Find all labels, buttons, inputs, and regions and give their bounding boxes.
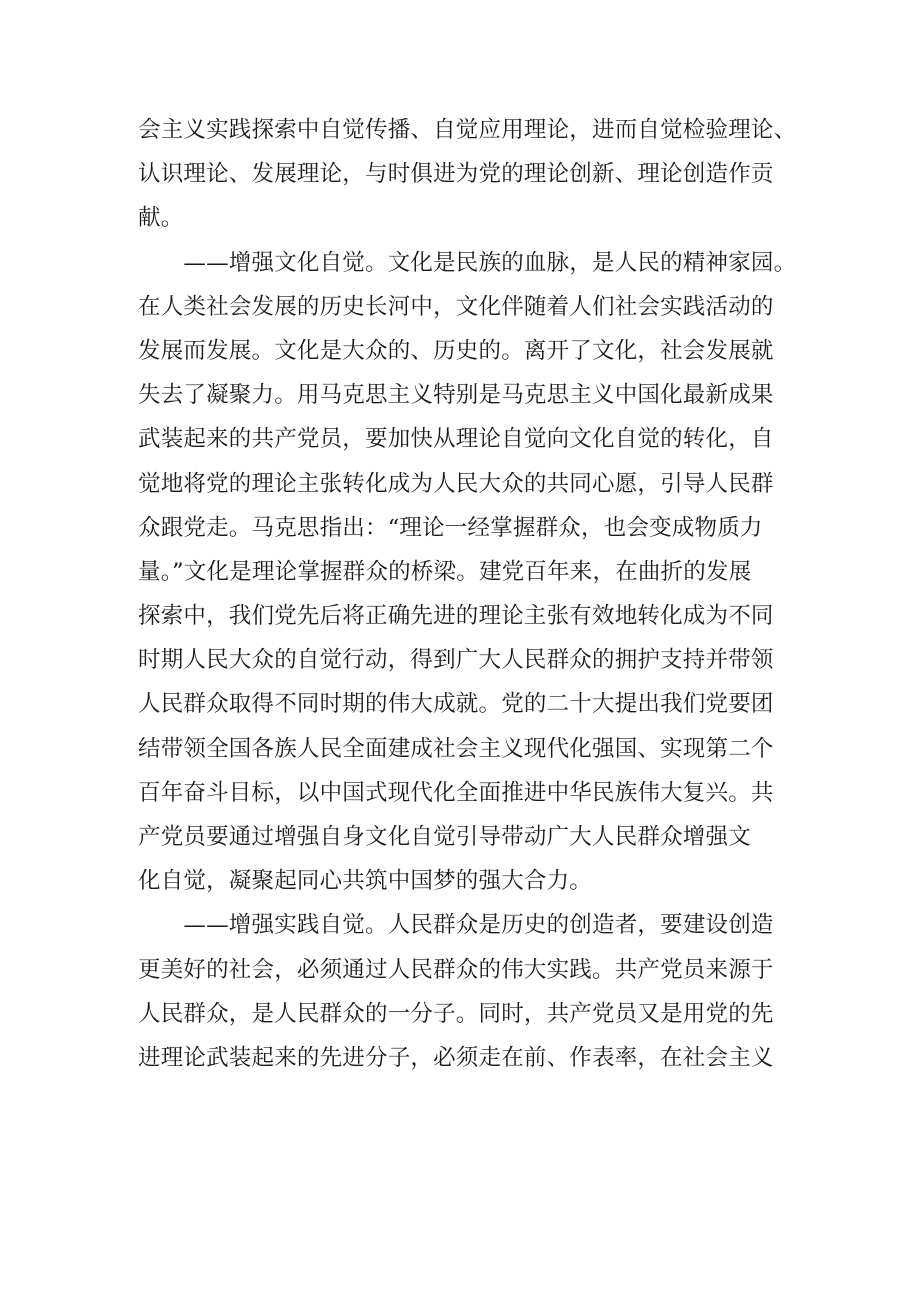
text-line: 武装起来的共产党员，要加快从理论自觉向文化自觉的转化，自 <box>138 426 774 453</box>
text-line: 觉地将党的理论主张转化成为人民大众的共同心愿，引导人民群 <box>138 470 774 497</box>
text-line: 献。 <box>138 205 184 232</box>
text-line: 探索中，我们党先后将正确先进的理论主张有效地转化成为不同 <box>138 603 774 630</box>
text-line: 结带领全国各族人民全面建成社会主义现代化强国、实现第二个 <box>138 735 774 762</box>
text-line: ——增强实践自觉。人民群众是历史的创造者，要建设创造 <box>138 912 774 939</box>
text-line: ——增强文化自觉。文化是民族的血脉，是人民的精神家园。 <box>138 249 797 276</box>
text-line: 众跟党走。马克思指出：“理论一经掌握群众，也会变成物质力 <box>138 514 763 541</box>
text-line: 时期人民大众的自觉行动，得到广大人民群众的拥护支持并带领 <box>138 647 774 674</box>
text-line: 人民群众取得不同时期的伟大成就。党的二十大提出我们党要团 <box>138 691 774 718</box>
text-line: 百年奋斗目标，以中国式现代化全面推进中华民族伟大复兴。共 <box>138 779 774 806</box>
body-text <box>138 108 798 1080</box>
text-line: 发展而发展。文化是大众的、历史的。离开了文化，社会发展就 <box>138 337 774 364</box>
text-line: 会主义实践探索中自觉传播、自觉应用理论，进而自觉检验理论、 <box>138 117 797 143</box>
text-line: 人民群众，是人民群众的一分子。同时，共产党员又是用党的先 <box>138 1000 774 1027</box>
text-line: 更美好的社会，必须通过人民群众的伟大实践。共产党员来源于 <box>138 956 774 983</box>
text-line: 在人类社会发展的历史长河中，文化伴随着人们社会实践活动的 <box>138 293 774 320</box>
text-line: 进理论武装起来的先进分子，必须走在前、作表率，在社会主义 <box>138 1044 774 1071</box>
text-line: 量。”文化是理论掌握群众的桥梁。建党百年来，在曲折的发展 <box>138 558 752 585</box>
text-line: 化自觉，凝聚起同心共筑中国梦的强大合力。 <box>138 868 593 895</box>
text-line: 认识理论、发展理论，与时俱进为党的理论创新、理论创造作贡 <box>138 161 774 188</box>
text-line: 失去了凝聚力。用马克思主义特别是马克思主义中国化最新成果 <box>138 382 774 409</box>
text-line: 产党员要通过增强自身文化自觉引导带动广大人民群众增强文 <box>138 824 751 850</box>
